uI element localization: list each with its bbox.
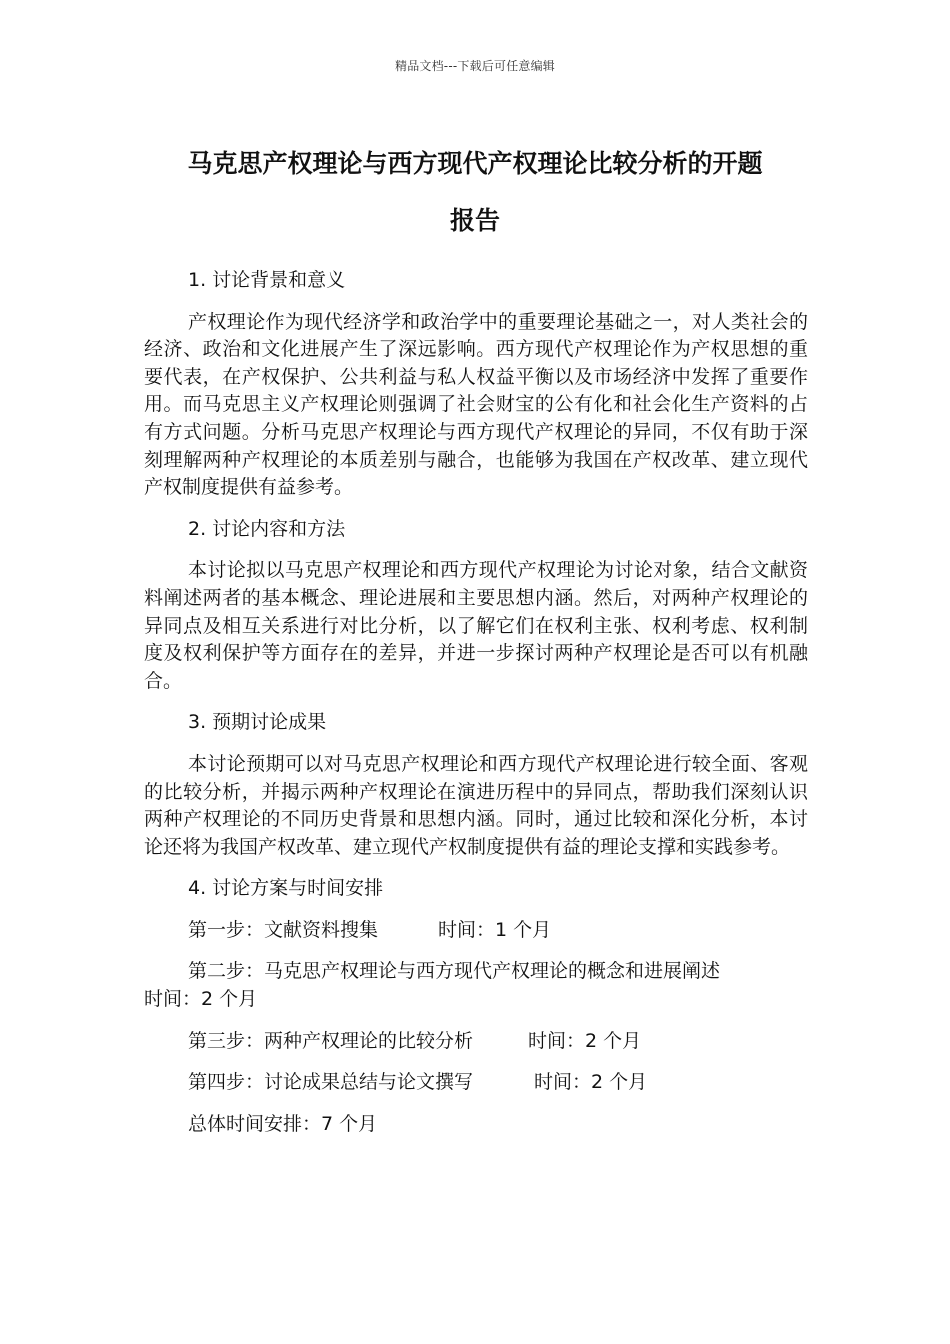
- section-3-paragraph: 本讨论预期可以对马克思产权理论和西方现代产权理论进行较全面、客观的比较分析，并揭示两种产权理论在演进历程中的异同点，帮助我们深刻认识两种产权理论的不同历史背景和思想内涵。同时，通过比较和深化分析，本讨论还将为我国产权改革、建立现代产权制度提供有益的理论支撑和实践参考。: [144, 752, 808, 858]
- schedule-total: 总体时间安排：7 个月: [188, 1112, 378, 1135]
- schedule-step-2: [144, 958, 808, 1013]
- step-1-time: 时间：1 个月: [438, 918, 552, 941]
- title-line-1: 马克思产权理论与西方现代产权理论比较分析的开题: [187, 149, 763, 178]
- section-4-heading: 4. 讨论方案与时间安排: [188, 877, 384, 900]
- document-title: [143, 135, 807, 249]
- document-body: [144, 267, 808, 1152]
- section-1-heading: 1. 讨论背景和意义: [188, 269, 346, 291]
- section-1-paragraph: 产权理论作为现代经济学和政治学中的重要理论基础之一，对人类社会的经济、政治和文化进展产生了深远影响。西方现代产权理论作为产权思想的重要代表，在产权保护、公共利益与私人权益平衡以及市场经济中发挥了重要作用。而马克思主义产权理论则强调了社会财宝的公有化和社会化生产资料的占有方式问题。分析马克思产权理论与西方现代产权理论的异同，不仅有助于深刻理解两种产权理论的本质差别与融合，也能够为我国在产权改革、建立现代产权制度提供有益参考。: [144, 310, 808, 499]
- title-line-2: 报告: [449, 206, 500, 235]
- section-3-heading: 3. 预期讨论成果: [188, 711, 327, 734]
- step-1-task: 第一步：文献资料搜集: [188, 918, 379, 941]
- schedule-step-3: [144, 1028, 808, 1056]
- schedule-step-4: [144, 1069, 808, 1097]
- step-3-task: 第三步：两种产权理论的比较分析: [188, 1029, 474, 1052]
- step-3-time: 时间：2 个月: [528, 1029, 642, 1052]
- step-2-time: 时间：2 个月: [144, 988, 258, 1011]
- step-2-task: 第二步：马克思产权理论与西方现代产权理论的概念和进展阐述: [188, 960, 721, 983]
- section-2-paragraph: 本讨论拟以马克思产权理论和西方现代产权理论为讨论对象，结合文献资料阐述两者的基本概念、理论进展和主要思想内涵。然后，对两种产权理论的异同点及相互关系进行对比分析，以了解它们在权利主张、权利考虑、权利制度及权利保护等方面存在的差异，并进一步探讨两种产权理论是否可以有机融合。: [144, 559, 808, 692]
- header-note: 精品文档---下载后可任意编辑: [395, 59, 555, 73]
- step-4-task: 第四步：讨论成果总结与论文撰写: [188, 1071, 474, 1094]
- section-2-heading: 2. 讨论内容和方法: [188, 517, 346, 540]
- schedule-step-1: [144, 917, 808, 945]
- step-4-time: 时间：2 个月: [534, 1071, 648, 1094]
